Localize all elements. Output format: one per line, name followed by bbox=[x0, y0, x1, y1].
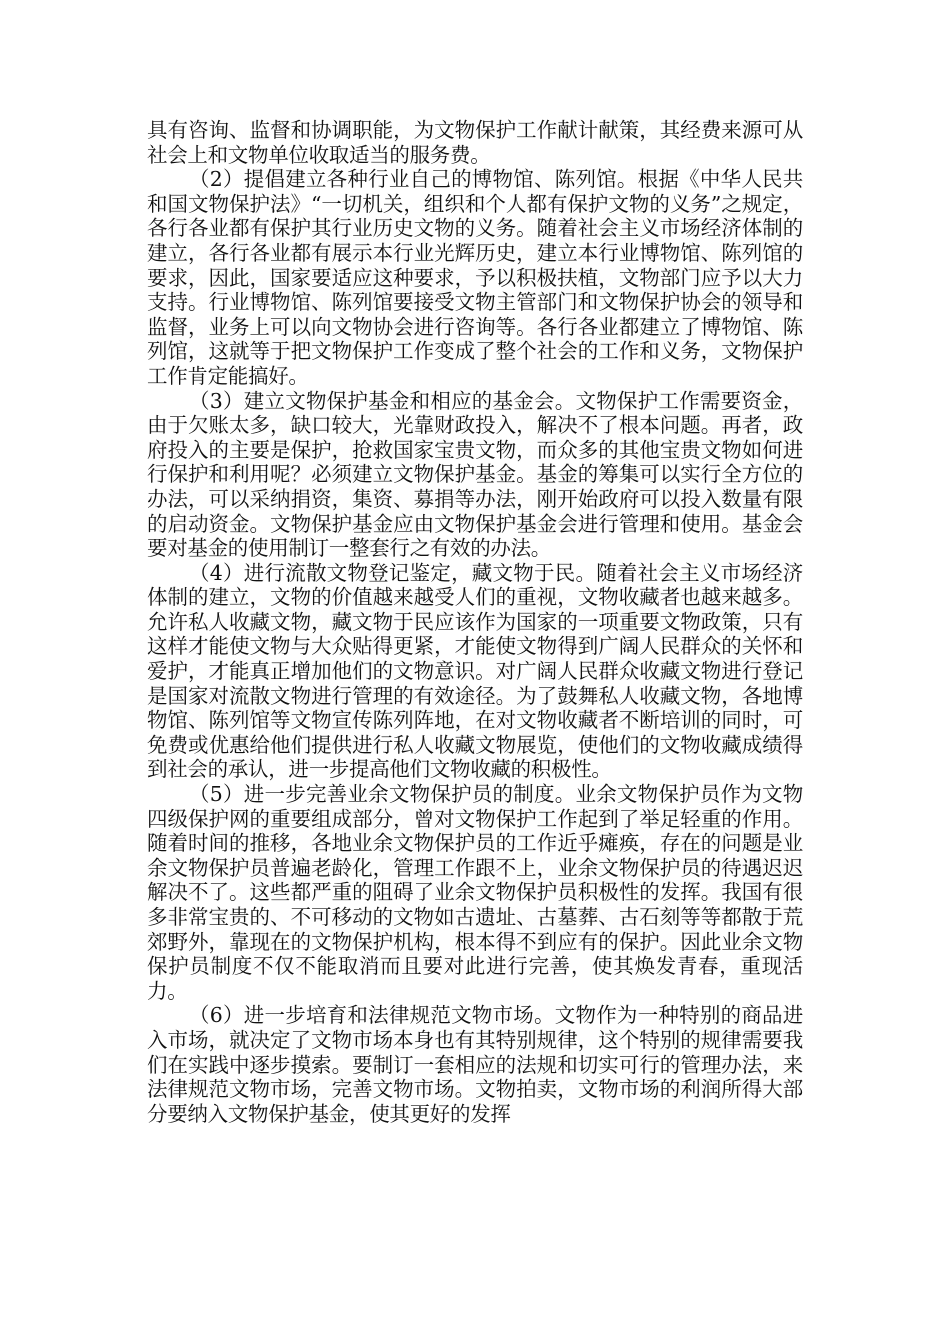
paragraph-item-2: （2）提倡建立各种行业自己的博物馆、陈列馆。根据《中华人民共和国文物保护法》“一切机关，组织和个人都有保护文物的义务”之规定，各行各业都有保护其行业历史文物的义务。随着社会主义市场经济体制的建立，各行各业都有展示本行业光辉历史，建立本行业博物馆、陈列馆的要求，因此，国家要适应这种要求，予以积极扶植，文物部门应予以大力支持。行业博物馆、陈列馆要接受文物主管部门和文物保护协会的领导和监督，业务上可以向文物协会进行咨询等。各行各业都建立了博物馆、陈列馆，这就等于把文物保护工作变成了整个社会的工作和义务，文物保护工作肯定能搞好。 bbox=[147, 167, 803, 388]
paragraph-item-6: （6）进一步培育和法律规范文物市场。文物作为一种特别的商品进入市场，就决定了文物市场本身也有其特别规律，这个特别的规律需要我们在实践中逐步摸索。要制订一套相应的法规和切实可行的管理办法，来法律规范文物市场，完善文物市场。文物拍卖，文物市场的利润所得大部分要纳入文物保护基金，使其更好的发挥 bbox=[147, 1003, 803, 1126]
paragraph-item-5: （5）进一步完善业余文物保护员的制度。业余文物保护员作为文物四级保护网的重要组成部分，曾对文物保护工作起到了举足轻重的作用。随着时间的推移，各地业余文物保护员的工作近乎瘫痪，存在的问题是业余文物保护员普遍老龄化，管理工作跟不上，业余文物保护员的待遇迟迟解决不了。这些都严重的阻碍了业余文物保护员积极性的发挥。我国有很多非常宝贵的、不可移动的文物如古遗址、古墓葬、古石刻等等都散于荒郊野外，靠现在的文物保护机构，根本得不到应有的保护。因此业余文物保护员制度不仅不能取消而且要对此进行完善，使其焕发青春，重现活力。 bbox=[147, 782, 803, 1003]
paragraph-continuation: 具有咨询、监督和协调职能，为文物保护工作献计献策，其经费来源可从社会上和文物单位收取适当的服务费。 bbox=[147, 118, 803, 167]
paragraph-item-3: （3）建立文物保护基金和相应的基金会。文物保护工作需要资金，由于欠账太多，缺口较大，光靠财政投入，解决不了根本问题。再者，政府投入的主要是保护，抢救国家宝贵文物，而众多的其他宝贵文物如何进行保护和利用呢？必须建立文物保护基金。基金的筹集可以实行全方位的办法，可以采纳捐资，集资、募捐等办法，刚开始政府可以投入数量有限的启动资金。文物保护基金应由文物保护基金会进行管理和使用。基金会要对基金的使用制订一整套行之有效的办法。 bbox=[147, 388, 803, 561]
document-page bbox=[147, 118, 803, 1126]
paragraph-item-4: （4）进行流散文物登记鉴定，藏文物于民。随着社会主义市场经济体制的建立，文物的价值越来越受人们的重视，文物收藏者也越来越多。允许私人收藏文物，藏文物于民应该作为国家的一项重要文物政策，只有这样才能使文物与大众贴得更紧，才能使文物得到广阔人民群众的关怀和爱护，才能真正增加他们的文物意识。对广阔人民群众收藏文物进行登记是国家对流散文物进行管理的有效途径。为了鼓舞私人收藏文物，各地博物馆、陈列馆等文物宣传陈列阵地，在对文物收藏者不断培训的同时，可免费或优惠给他们提供进行私人收藏文物展览，使他们的文物收藏成绩得到社会的承认，进一步提高他们文物收藏的积极性。 bbox=[147, 560, 803, 782]
